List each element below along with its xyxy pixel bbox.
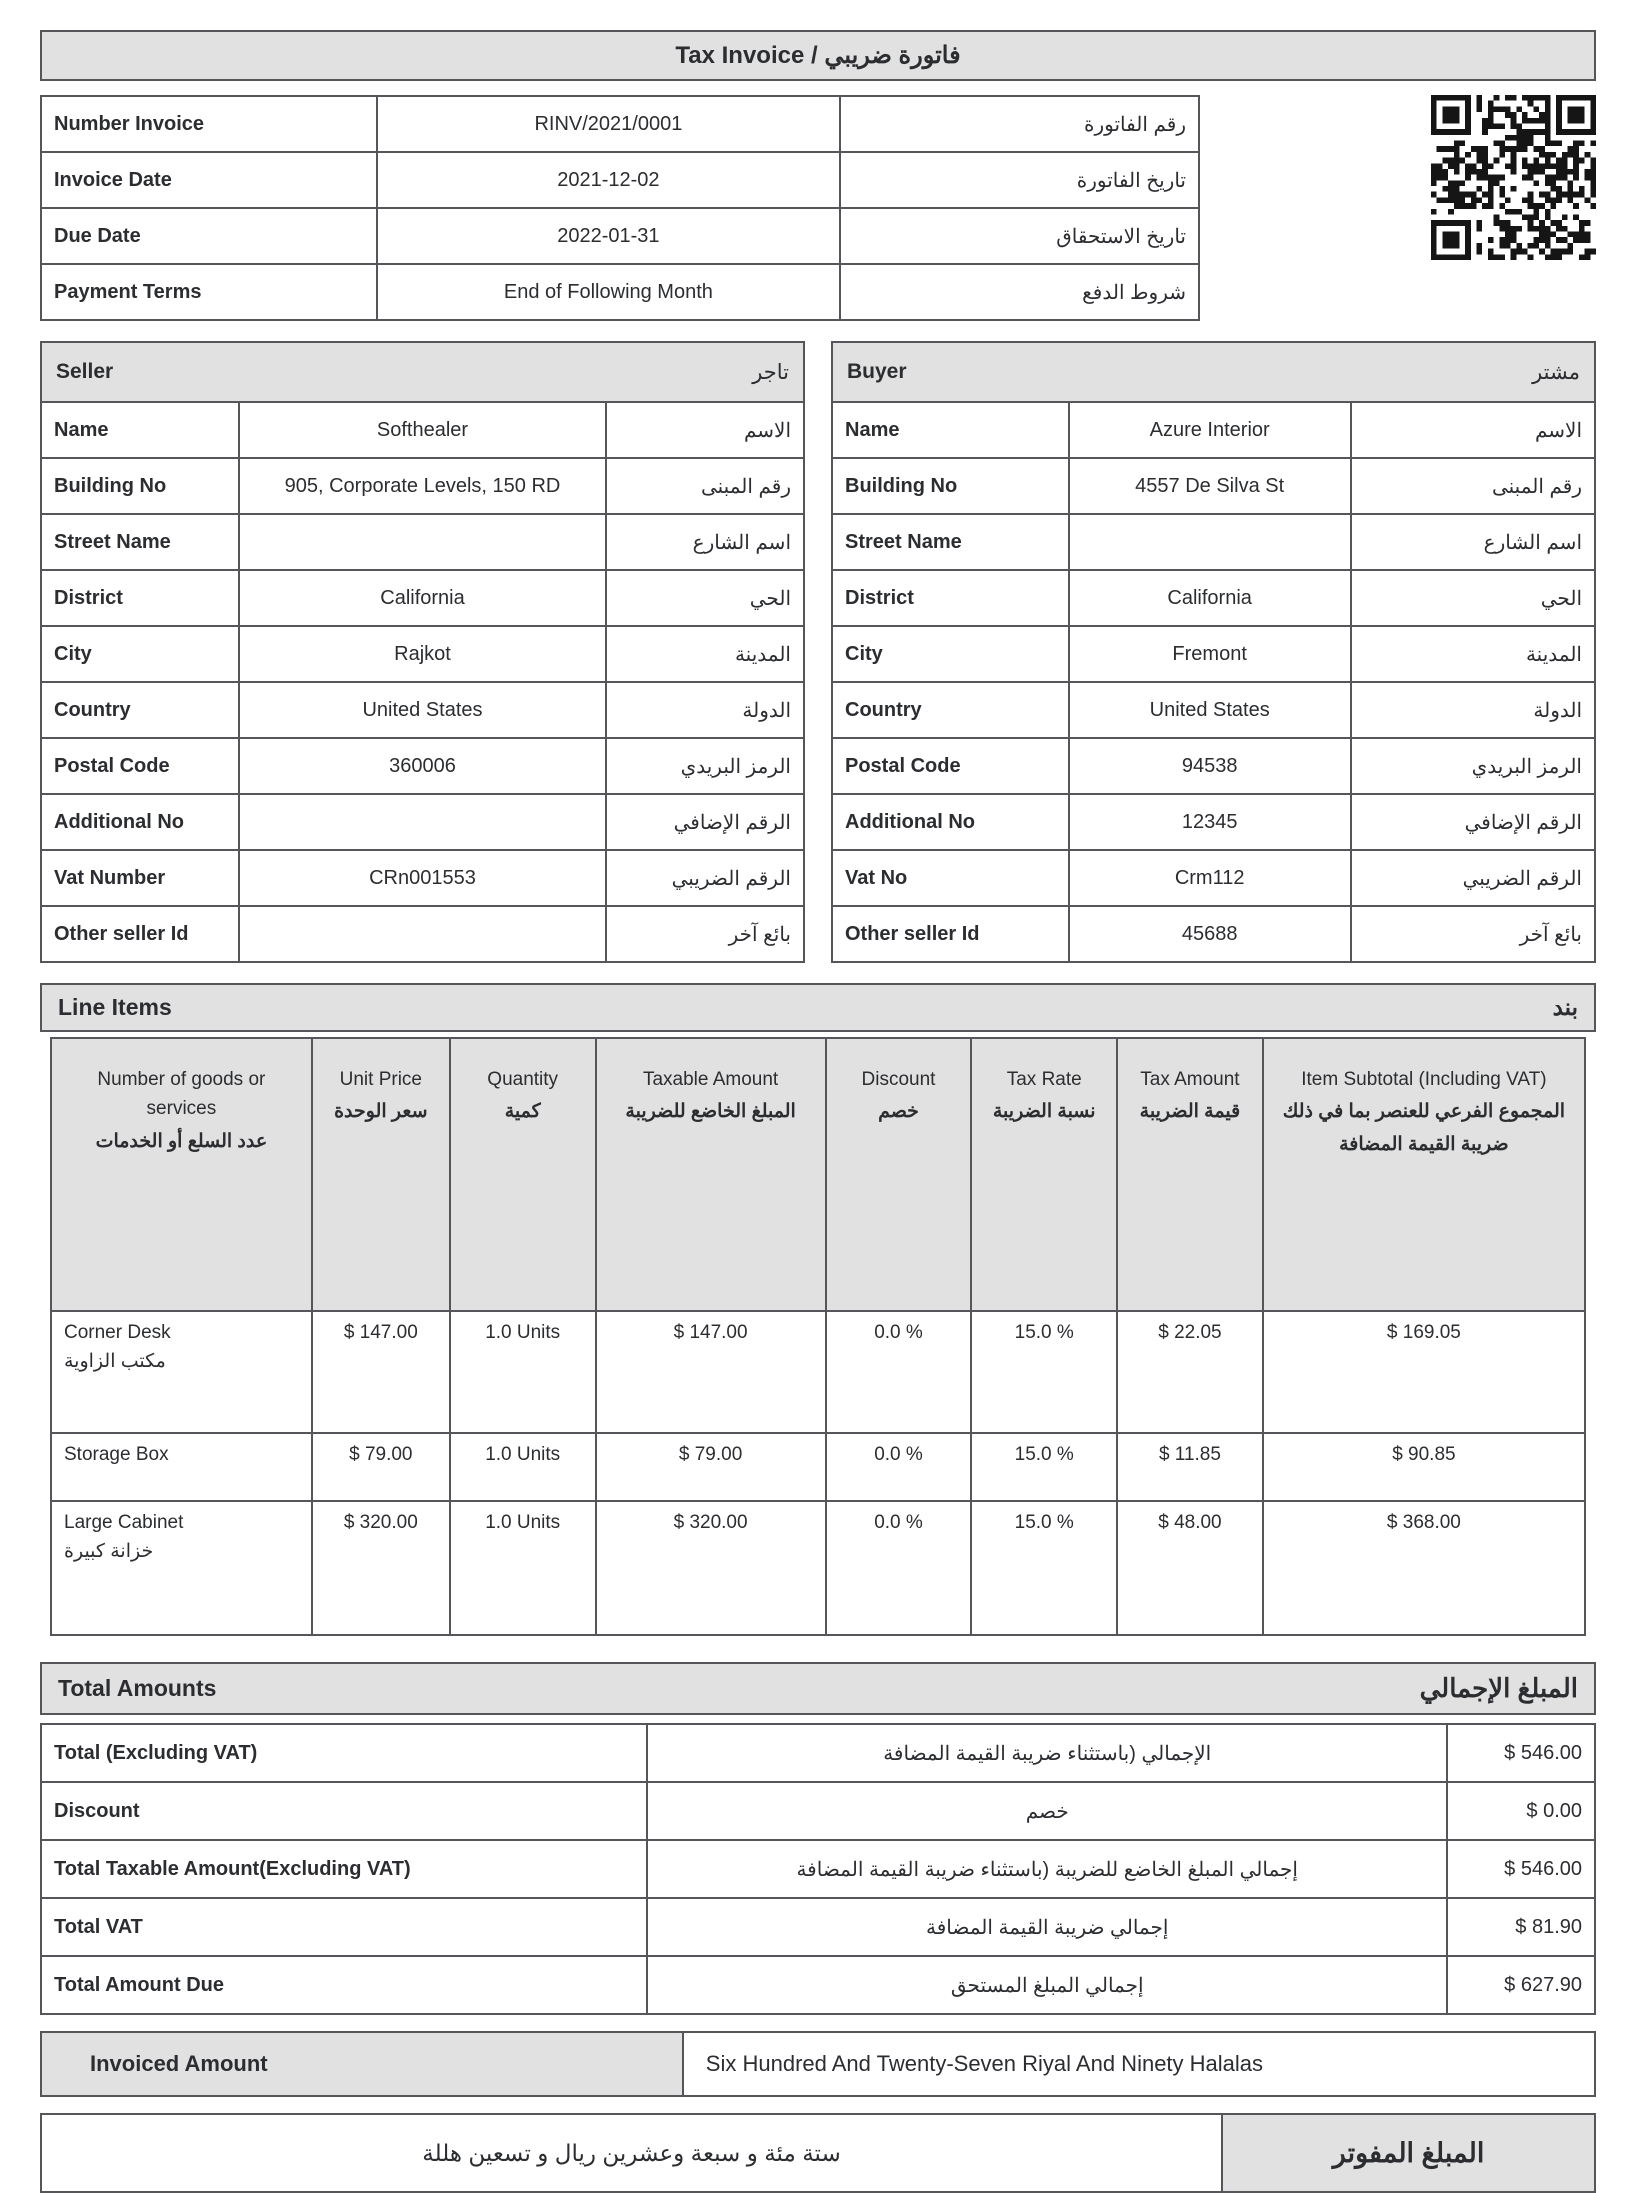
buyer-value: Crm112 <box>1069 850 1351 906</box>
total-amount: $ 546.00 <box>1447 1724 1595 1782</box>
total-label-en: Total Amount Due <box>41 1956 647 2014</box>
table-row <box>41 1840 1595 1898</box>
item-quantity: 1.0 Units <box>450 1433 596 1501</box>
total-label-ar: خصم <box>647 1782 1447 1840</box>
item-name: Corner Desk مكتب الزاوية <box>51 1311 312 1433</box>
total-label-ar: إجمالي المبلغ المستحق <box>647 1956 1447 2014</box>
seller-value: United States <box>239 682 605 738</box>
table-row <box>832 514 1595 570</box>
table-row <box>832 906 1595 962</box>
table-row <box>832 570 1595 626</box>
total-amount: $ 0.00 <box>1447 1782 1595 1840</box>
seller-value: California <box>239 570 605 626</box>
invoice-meta-table <box>40 95 1200 321</box>
buyer-label-en: Street Name <box>832 514 1069 570</box>
invoiced-amount-table <box>40 2031 1596 2097</box>
line-items-header-bar <box>40 983 1596 1032</box>
column-header: Tax Rate نسبة الضريبة <box>971 1038 1117 1311</box>
item-taxable-amount: $ 79.00 <box>596 1433 826 1501</box>
column-header: Unit Price سعر الوحدة <box>312 1038 450 1311</box>
table-row <box>41 2032 1595 2096</box>
item-subtotal: $ 368.00 <box>1263 1501 1585 1635</box>
totals-table <box>40 1723 1596 2015</box>
meta-value: End of Following Month <box>377 264 840 320</box>
buyer-value: Fremont <box>1069 626 1351 682</box>
table-row <box>41 570 804 626</box>
seller-value <box>239 906 605 962</box>
total-amount: $ 546.00 <box>1447 1840 1595 1898</box>
seller-label-ar: المدينة <box>606 626 804 682</box>
line-item-row <box>51 1433 1585 1501</box>
buyer-value: California <box>1069 570 1351 626</box>
invoiced-amount-arabic-table <box>40 2113 1596 2193</box>
parties-section <box>40 341 1596 963</box>
seller-label-en: Country <box>41 682 239 738</box>
line-items-title: Line Items <box>58 994 172 1020</box>
buyer-label-en: Vat No <box>832 850 1069 906</box>
seller-label-ar: رقم المبنى <box>606 458 804 514</box>
line-items-header-row <box>51 1038 1585 1311</box>
item-tax-amount: $ 11.85 <box>1117 1433 1263 1501</box>
seller-label-ar: الرقم الإضافي <box>606 794 804 850</box>
seller-value: Rajkot <box>239 626 605 682</box>
table-row <box>41 264 1199 320</box>
buyer-value: 45688 <box>1069 906 1351 962</box>
buyer-label-en: City <box>832 626 1069 682</box>
buyer-header <box>832 342 1595 402</box>
seller-label-en: Name <box>41 402 239 458</box>
buyer-value: United States <box>1069 682 1351 738</box>
buyer-title-ar: مشتر <box>1532 360 1580 384</box>
buyer-value: 4557 De Silva St <box>1069 458 1351 514</box>
seller-value: CRn001553 <box>239 850 605 906</box>
item-discount: 0.0 % <box>826 1501 972 1635</box>
seller-label-en: Other seller Id <box>41 906 239 962</box>
invoiced-amount-label: Invoiced Amount <box>41 2032 683 2096</box>
seller-label-ar: الحي <box>606 570 804 626</box>
buyer-value: 12345 <box>1069 794 1351 850</box>
item-name: Storage Box <box>51 1433 312 1501</box>
table-row <box>41 2114 1595 2192</box>
total-label-ar: إجمالي المبلغ الخاضع للضريبة (باستثناء ضريبة القيمة المضافة <box>647 1840 1447 1898</box>
seller-label-en: City <box>41 626 239 682</box>
seller-label-ar: الدولة <box>606 682 804 738</box>
buyer-label-ar: الحي <box>1351 570 1595 626</box>
item-unit-price: $ 320.00 <box>312 1501 450 1635</box>
item-subtotal: $ 169.05 <box>1263 1311 1585 1433</box>
totals-title-ar: المبلغ الإجمالي <box>1419 1673 1578 1703</box>
buyer-label-en: Name <box>832 402 1069 458</box>
column-header: Taxable Amount المبلغ الخاضع للضريبة <box>596 1038 826 1311</box>
seller-header <box>41 342 804 402</box>
line-items-title-ar: بند <box>1552 994 1578 1020</box>
invoiced-amount-text: Six Hundred And Twenty-Seven Riyal And Ninety Halalas <box>683 2032 1595 2096</box>
line-item-row <box>51 1501 1585 1635</box>
table-row <box>41 342 804 402</box>
qr-code-svg <box>1431 95 1596 260</box>
buyer-value: 94538 <box>1069 738 1351 794</box>
buyer-table <box>831 341 1596 963</box>
totals-header-bar <box>40 1662 1596 1715</box>
meta-value: 2021-12-02 <box>377 152 840 208</box>
seller-label-ar: بائع آخر <box>606 906 804 962</box>
table-row <box>832 342 1595 402</box>
seller-label-ar: الاسم <box>606 402 804 458</box>
table-row <box>41 96 1199 152</box>
item-taxable-amount: $ 147.00 <box>596 1311 826 1433</box>
item-unit-price: $ 79.00 <box>312 1433 450 1501</box>
item-taxable-amount: $ 320.00 <box>596 1501 826 1635</box>
total-label-en: Total (Excluding VAT) <box>41 1724 647 1782</box>
seller-table <box>40 341 805 963</box>
table-row <box>832 850 1595 906</box>
total-amount: $ 81.90 <box>1447 1898 1595 1956</box>
totals-title: Total Amounts <box>58 1675 217 1701</box>
table-row <box>41 794 804 850</box>
buyer-label-ar: الرمز البريدي <box>1351 738 1595 794</box>
buyer-label-en: Postal Code <box>832 738 1069 794</box>
invoiced-amount-text-ar: ستة مئة و سبعة وعشرين ريال و تسعين هللة <box>41 2114 1222 2192</box>
table-row <box>41 1956 1595 2014</box>
item-unit-price: $ 147.00 <box>312 1311 450 1433</box>
column-header: Tax Amount قيمة الضريبة <box>1117 1038 1263 1311</box>
buyer-label-ar: الاسم <box>1351 402 1595 458</box>
line-items-table-wrap <box>40 1037 1596 1636</box>
buyer-label-ar: المدينة <box>1351 626 1595 682</box>
item-tax-amount: $ 48.00 <box>1117 1501 1263 1635</box>
meta-label-ar: تاريخ الفاتورة <box>840 152 1199 208</box>
buyer-label-en: Additional No <box>832 794 1069 850</box>
seller-value <box>239 794 605 850</box>
column-header: Number of goods or services عدد السلع أو الخدمات <box>51 1038 312 1311</box>
table-row <box>41 514 804 570</box>
qr-code <box>1431 95 1596 260</box>
line-item-row <box>51 1311 1585 1433</box>
table-row <box>41 850 804 906</box>
buyer-title: Buyer <box>847 360 907 383</box>
meta-value: RINV/2021/0001 <box>377 96 840 152</box>
total-label-en: Total Taxable Amount(Excluding VAT) <box>41 1840 647 1898</box>
seller-label-ar: الرمز البريدي <box>606 738 804 794</box>
invoiced-amount-label-ar: المبلغ المفوتر <box>1222 2114 1595 2192</box>
seller-title-ar: تاجر <box>752 360 789 384</box>
item-tax-rate: 15.0 % <box>971 1311 1117 1433</box>
buyer-label-ar: بائع آخر <box>1351 906 1595 962</box>
seller-value: Softhealer <box>239 402 605 458</box>
column-header: Item Subtotal (Including VAT) المجموع الفرعي للعنصر بما في ذلك ضريبة القيمة المضافة <box>1263 1038 1585 1311</box>
table-row <box>41 402 804 458</box>
seller-value: 360006 <box>239 738 605 794</box>
buyer-label-en: Building No <box>832 458 1069 514</box>
table-row <box>41 738 804 794</box>
table-row <box>41 682 804 738</box>
table-row <box>832 738 1595 794</box>
seller-label-en: Building No <box>41 458 239 514</box>
buyer-label-en: Other seller Id <box>832 906 1069 962</box>
seller-label-en: Street Name <box>41 514 239 570</box>
meta-value: 2022-01-31 <box>377 208 840 264</box>
item-quantity: 1.0 Units <box>450 1311 596 1433</box>
table-row <box>41 152 1199 208</box>
table-row <box>41 1782 1595 1840</box>
meta-label-ar: تاريخ الاستحقاق <box>840 208 1199 264</box>
item-name: Large Cabinet خزانة كبيرة <box>51 1501 312 1635</box>
item-quantity: 1.0 Units <box>450 1501 596 1635</box>
meta-label-en: Invoice Date <box>41 152 377 208</box>
total-label-ar: إجمالي ضريبة القيمة المضافة <box>647 1898 1447 1956</box>
seller-label-en: Vat Number <box>41 850 239 906</box>
item-tax-rate: 15.0 % <box>971 1433 1117 1501</box>
buyer-value <box>1069 514 1351 570</box>
table-row <box>832 682 1595 738</box>
invoice-title-bar <box>40 30 1596 81</box>
table-row <box>41 906 804 962</box>
invoice-title: Tax Invoice / فاتورة ضريبي <box>675 42 961 69</box>
buyer-label-en: District <box>832 570 1069 626</box>
total-amount: $ 627.90 <box>1447 1956 1595 2014</box>
item-discount: 0.0 % <box>826 1433 972 1501</box>
buyer-label-ar: الرقم الإضافي <box>1351 794 1595 850</box>
meta-label-ar: رقم الفاتورة <box>840 96 1199 152</box>
buyer-value: Azure Interior <box>1069 402 1351 458</box>
total-label-en: Total VAT <box>41 1898 647 1956</box>
buyer-label-ar: رقم المبنى <box>1351 458 1595 514</box>
seller-label-ar: الرقم الضريبي <box>606 850 804 906</box>
buyer-label-ar: الرقم الضريبي <box>1351 850 1595 906</box>
column-header: Quantity كمية <box>450 1038 596 1311</box>
item-tax-amount: $ 22.05 <box>1117 1311 1263 1433</box>
seller-label-en: Postal Code <box>41 738 239 794</box>
item-discount: 0.0 % <box>826 1311 972 1433</box>
item-tax-rate: 15.0 % <box>971 1501 1117 1635</box>
buyer-label-ar: اسم الشارع <box>1351 514 1595 570</box>
meta-label-ar: شروط الدفع <box>840 264 1199 320</box>
total-label-ar: الإجمالي (باستثناء ضريبة القيمة المضافة <box>647 1724 1447 1782</box>
seller-label-ar: اسم الشارع <box>606 514 804 570</box>
meta-label-en: Payment Terms <box>41 264 377 320</box>
table-row <box>832 402 1595 458</box>
invoice-meta-section <box>40 95 1596 321</box>
table-row <box>832 458 1595 514</box>
buyer-label-ar: الدولة <box>1351 682 1595 738</box>
meta-label-en: Due Date <box>41 208 377 264</box>
line-items-table <box>50 1037 1586 1636</box>
meta-label-en: Number Invoice <box>41 96 377 152</box>
table-row <box>41 1724 1595 1782</box>
item-subtotal: $ 90.85 <box>1263 1433 1585 1501</box>
table-row <box>41 626 804 682</box>
seller-title: Seller <box>56 360 114 383</box>
total-label-en: Discount <box>41 1782 647 1840</box>
seller-value: 905, Corporate Levels, 150 RD <box>239 458 605 514</box>
seller-label-en: Additional No <box>41 794 239 850</box>
column-header: Discount خصم <box>826 1038 972 1311</box>
buyer-label-en: Country <box>832 682 1069 738</box>
table-row <box>41 208 1199 264</box>
seller-label-en: District <box>41 570 239 626</box>
table-row <box>832 626 1595 682</box>
table-row <box>832 794 1595 850</box>
seller-value <box>239 514 605 570</box>
table-row <box>41 458 804 514</box>
table-row <box>41 1898 1595 1956</box>
